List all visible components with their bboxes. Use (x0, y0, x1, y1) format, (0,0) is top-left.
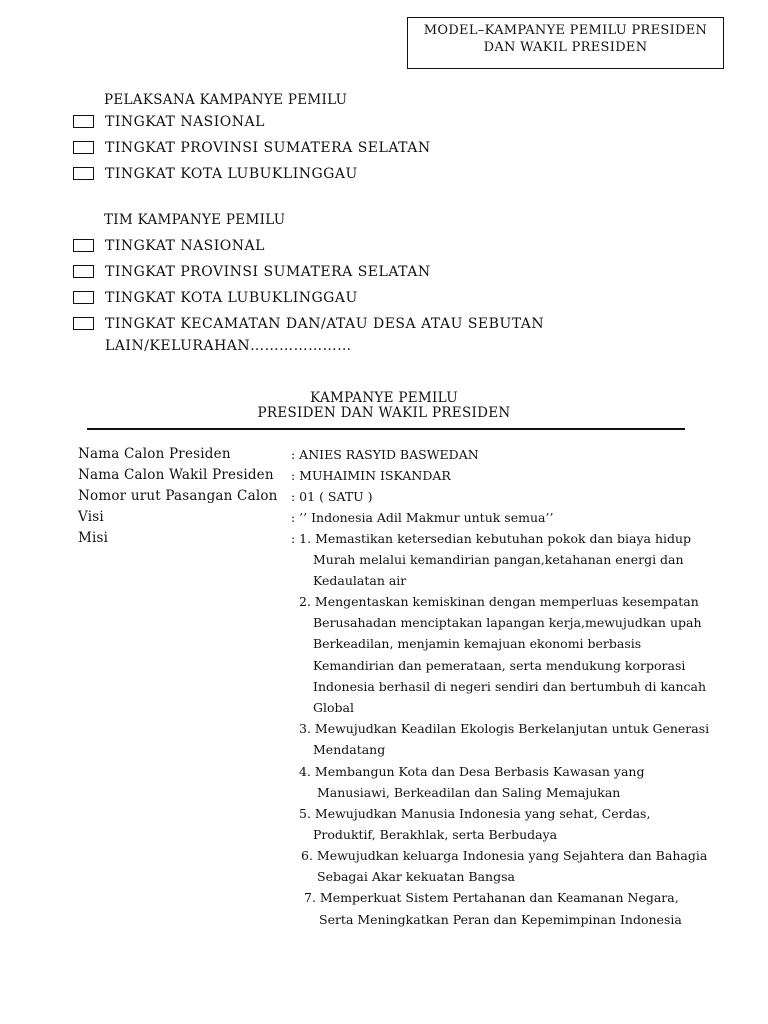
checkbox[interactable] (73, 115, 94, 128)
misi-line: Indonesia berhasil di negeri sendiri dan bertumbuh di kancah (313, 679, 707, 694)
misi-line: Mendatang (313, 742, 386, 757)
field-label-nama-presiden: Nama Calon Presiden (78, 446, 231, 462)
checkbox[interactable] (73, 265, 94, 278)
misi-line: 2. Mengentaskan kemiskinan dengan memperluas kesempatan (299, 594, 699, 609)
field-label-nama-wakil: Nama Calon Wakil Presiden (78, 467, 274, 483)
option-label: TINGKAT KECAMATAN DAN/ATAU DESA ATAU SEBUTAN (105, 316, 545, 332)
misi-line: 6. Mewujudkan keluarga Indonesia yang Sejahtera dan Bahagia (301, 848, 708, 863)
checkbox[interactable] (73, 141, 94, 154)
misi-line: 4. Membangun Kota dan Desa Berbasis Kawasan yang (299, 764, 645, 779)
pelaksana-heading: PELAKSANA KAMPANYE PEMILU (104, 92, 348, 108)
form-title-line-1: MODEL–KAMPANYE PEMILU PRESIDEN (423, 23, 708, 38)
misi-line: Berusahadan menciptakan lapangan kerja,mewujudkan upah (313, 615, 702, 630)
misi-line: Sebagai Akar kekuatan Bangsa (317, 869, 515, 884)
misi-line: Murah melalui kemandirian pangan,ketahanan energi dan (313, 552, 684, 567)
field-value-nama-wakil: : MUHAIMIN ISKANDAR (291, 468, 451, 483)
option-label: TINGKAT PROVINSI SUMATERA SELATAN (105, 140, 431, 156)
title-divider (87, 428, 685, 430)
field-label-nomor-urut: Nomor urut Pasangan Calon (78, 488, 278, 504)
field-value-nama-presiden: : ANIES RASYID BASWEDAN (291, 447, 479, 462)
checkbox[interactable] (73, 317, 94, 330)
campaign-title-line-1: KAMPANYE PEMILU (310, 390, 458, 406)
field-value-visi: : ’’ Indonesia Adil Makmur untuk semua’’ (291, 510, 554, 525)
misi-line: Serta Meningkatkan Peran dan Kepemimpinan Indonesia (319, 912, 682, 927)
misi-line: Berkeadilan, menjamin kemajuan ekonomi berbasis (313, 636, 642, 651)
option-label: TINGKAT KOTA LUBUKLINGGAU (105, 166, 358, 182)
field-label-visi: Visi (78, 509, 104, 525)
campaign-title-line-2: PRESIDEN DAN WAKIL PRESIDEN (257, 405, 511, 421)
option-label: TINGKAT KOTA LUBUKLINGGAU (105, 290, 358, 306)
checkbox[interactable] (73, 239, 94, 252)
misi-line: 5. Mewujudkan Manusia Indonesia yang sehat, Cerdas, (299, 806, 651, 821)
misi-line: Kemandirian dan pemerataan, serta mendukung korporasi (313, 658, 686, 673)
misi-line: Produktif, Berakhlak, serta Berbudaya (313, 827, 558, 842)
form-title-line-2: DAN WAKIL PRESIDEN (483, 40, 648, 55)
field-value-misi-1: : 1. Memastikan ketersedian kebutuhan pokok dan biaya hidup (291, 531, 692, 546)
option-label: TINGKAT NASIONAL (105, 114, 265, 130)
misi-line: Global (313, 700, 354, 715)
tim-option-kecamatan-continuation: LAIN/KELURAHAN………………… (105, 338, 352, 354)
field-value-nomor-urut: : 01 ( SATU ) (291, 489, 373, 504)
tim-heading: TIM KAMPANYE PEMILU (104, 212, 286, 228)
option-label: TINGKAT NASIONAL (105, 238, 265, 254)
checkbox[interactable] (73, 291, 94, 304)
misi-line: 7. Memperkuat Sistem Pertahanan dan Keamanan Negara, (304, 890, 679, 905)
option-label: TINGKAT PROVINSI SUMATERA SELATAN (105, 264, 431, 280)
misi-line: Manusiawi, Berkeadilan dan Saling Memajukan (317, 785, 621, 800)
misi-line: 3. Mewujudkan Keadilan Ekologis Berkelanjutan untuk Generasi (299, 721, 710, 736)
form-title-box (407, 17, 724, 69)
misi-line: Kedaulatan air (313, 573, 407, 588)
checkbox[interactable] (73, 167, 94, 180)
field-label-misi: Misi (78, 530, 109, 546)
